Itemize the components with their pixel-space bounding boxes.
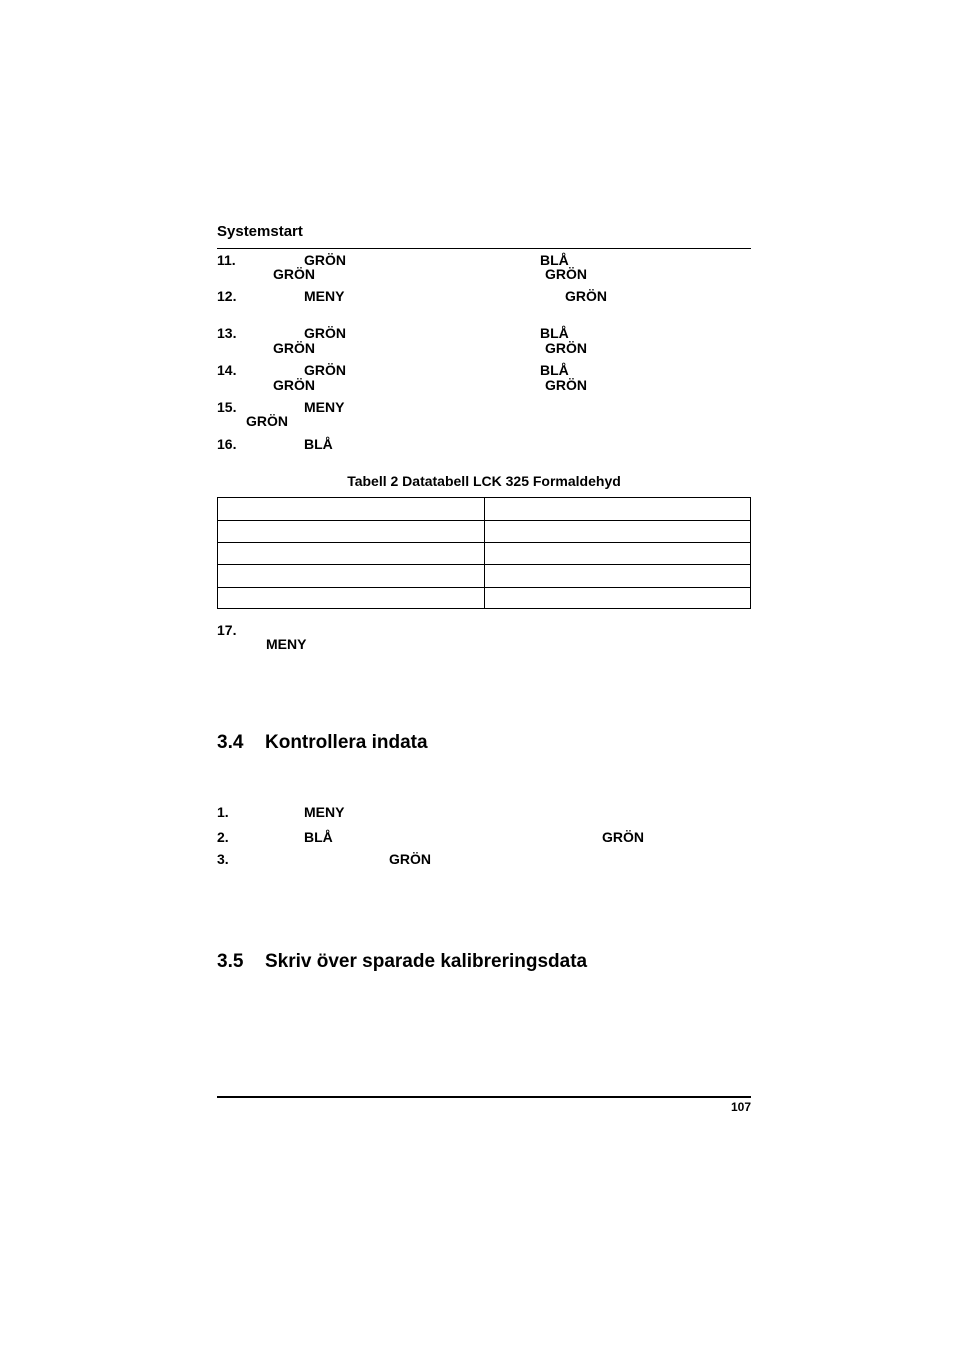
keyword: GRÖN bbox=[545, 266, 587, 282]
keyword: BLÅ bbox=[540, 362, 569, 378]
step-number: 12. bbox=[217, 288, 237, 304]
keyword: GRÖN bbox=[273, 340, 315, 356]
header-rule bbox=[217, 248, 751, 249]
section-title: Kontrollera indata bbox=[265, 732, 428, 753]
keyword: GRÖN bbox=[273, 377, 315, 393]
step-number: 16. bbox=[217, 436, 237, 452]
table-row-divider bbox=[218, 587, 750, 588]
step-number: 11. bbox=[217, 252, 236, 268]
table-row-divider bbox=[218, 520, 750, 521]
section-title: Skriv över sparade kalibreringsdata bbox=[265, 951, 588, 972]
keyword: GRÖN bbox=[273, 266, 315, 282]
keyword: MENY bbox=[304, 399, 345, 415]
step-number: 3. bbox=[217, 851, 229, 867]
table-row-divider bbox=[218, 564, 750, 565]
section-number: 3.5 bbox=[217, 951, 244, 972]
table-column-divider bbox=[484, 498, 485, 608]
keyword: MENY bbox=[304, 288, 345, 304]
keyword: GRÖN bbox=[304, 325, 346, 341]
section-number: 3.4 bbox=[217, 732, 244, 753]
keyword: MENY bbox=[304, 804, 345, 820]
step-number: 13. bbox=[217, 325, 237, 341]
keyword: MENY bbox=[266, 636, 307, 652]
keyword: GRÖN bbox=[304, 362, 346, 378]
keyword: GRÖN bbox=[565, 288, 607, 304]
footer-rule bbox=[217, 1096, 751, 1098]
keyword: GRÖN bbox=[545, 377, 587, 393]
section-header: Systemstart bbox=[217, 223, 303, 240]
keyword: GRÖN bbox=[389, 851, 431, 867]
page-number: 107 bbox=[730, 1100, 751, 1114]
step-number: 17. bbox=[217, 622, 237, 638]
keyword: GRÖN bbox=[304, 252, 346, 268]
keyword: GRÖN bbox=[545, 340, 587, 356]
data-table bbox=[217, 497, 751, 609]
keyword: BLÅ bbox=[540, 325, 569, 341]
step-number: 2. bbox=[217, 829, 229, 845]
table-caption: Tabell 2 Datatabell LCK 325 Formaldehyd bbox=[347, 473, 621, 489]
keyword: BLÅ bbox=[304, 436, 333, 452]
keyword: BLÅ bbox=[304, 829, 333, 845]
keyword: GRÖN bbox=[602, 829, 644, 845]
step-number: 1. bbox=[217, 804, 229, 820]
step-number: 15. bbox=[217, 399, 237, 415]
keyword: GRÖN bbox=[246, 413, 288, 429]
table-row-divider bbox=[218, 542, 750, 543]
keyword: BLÅ bbox=[540, 252, 569, 268]
step-number: 14. bbox=[217, 362, 237, 378]
